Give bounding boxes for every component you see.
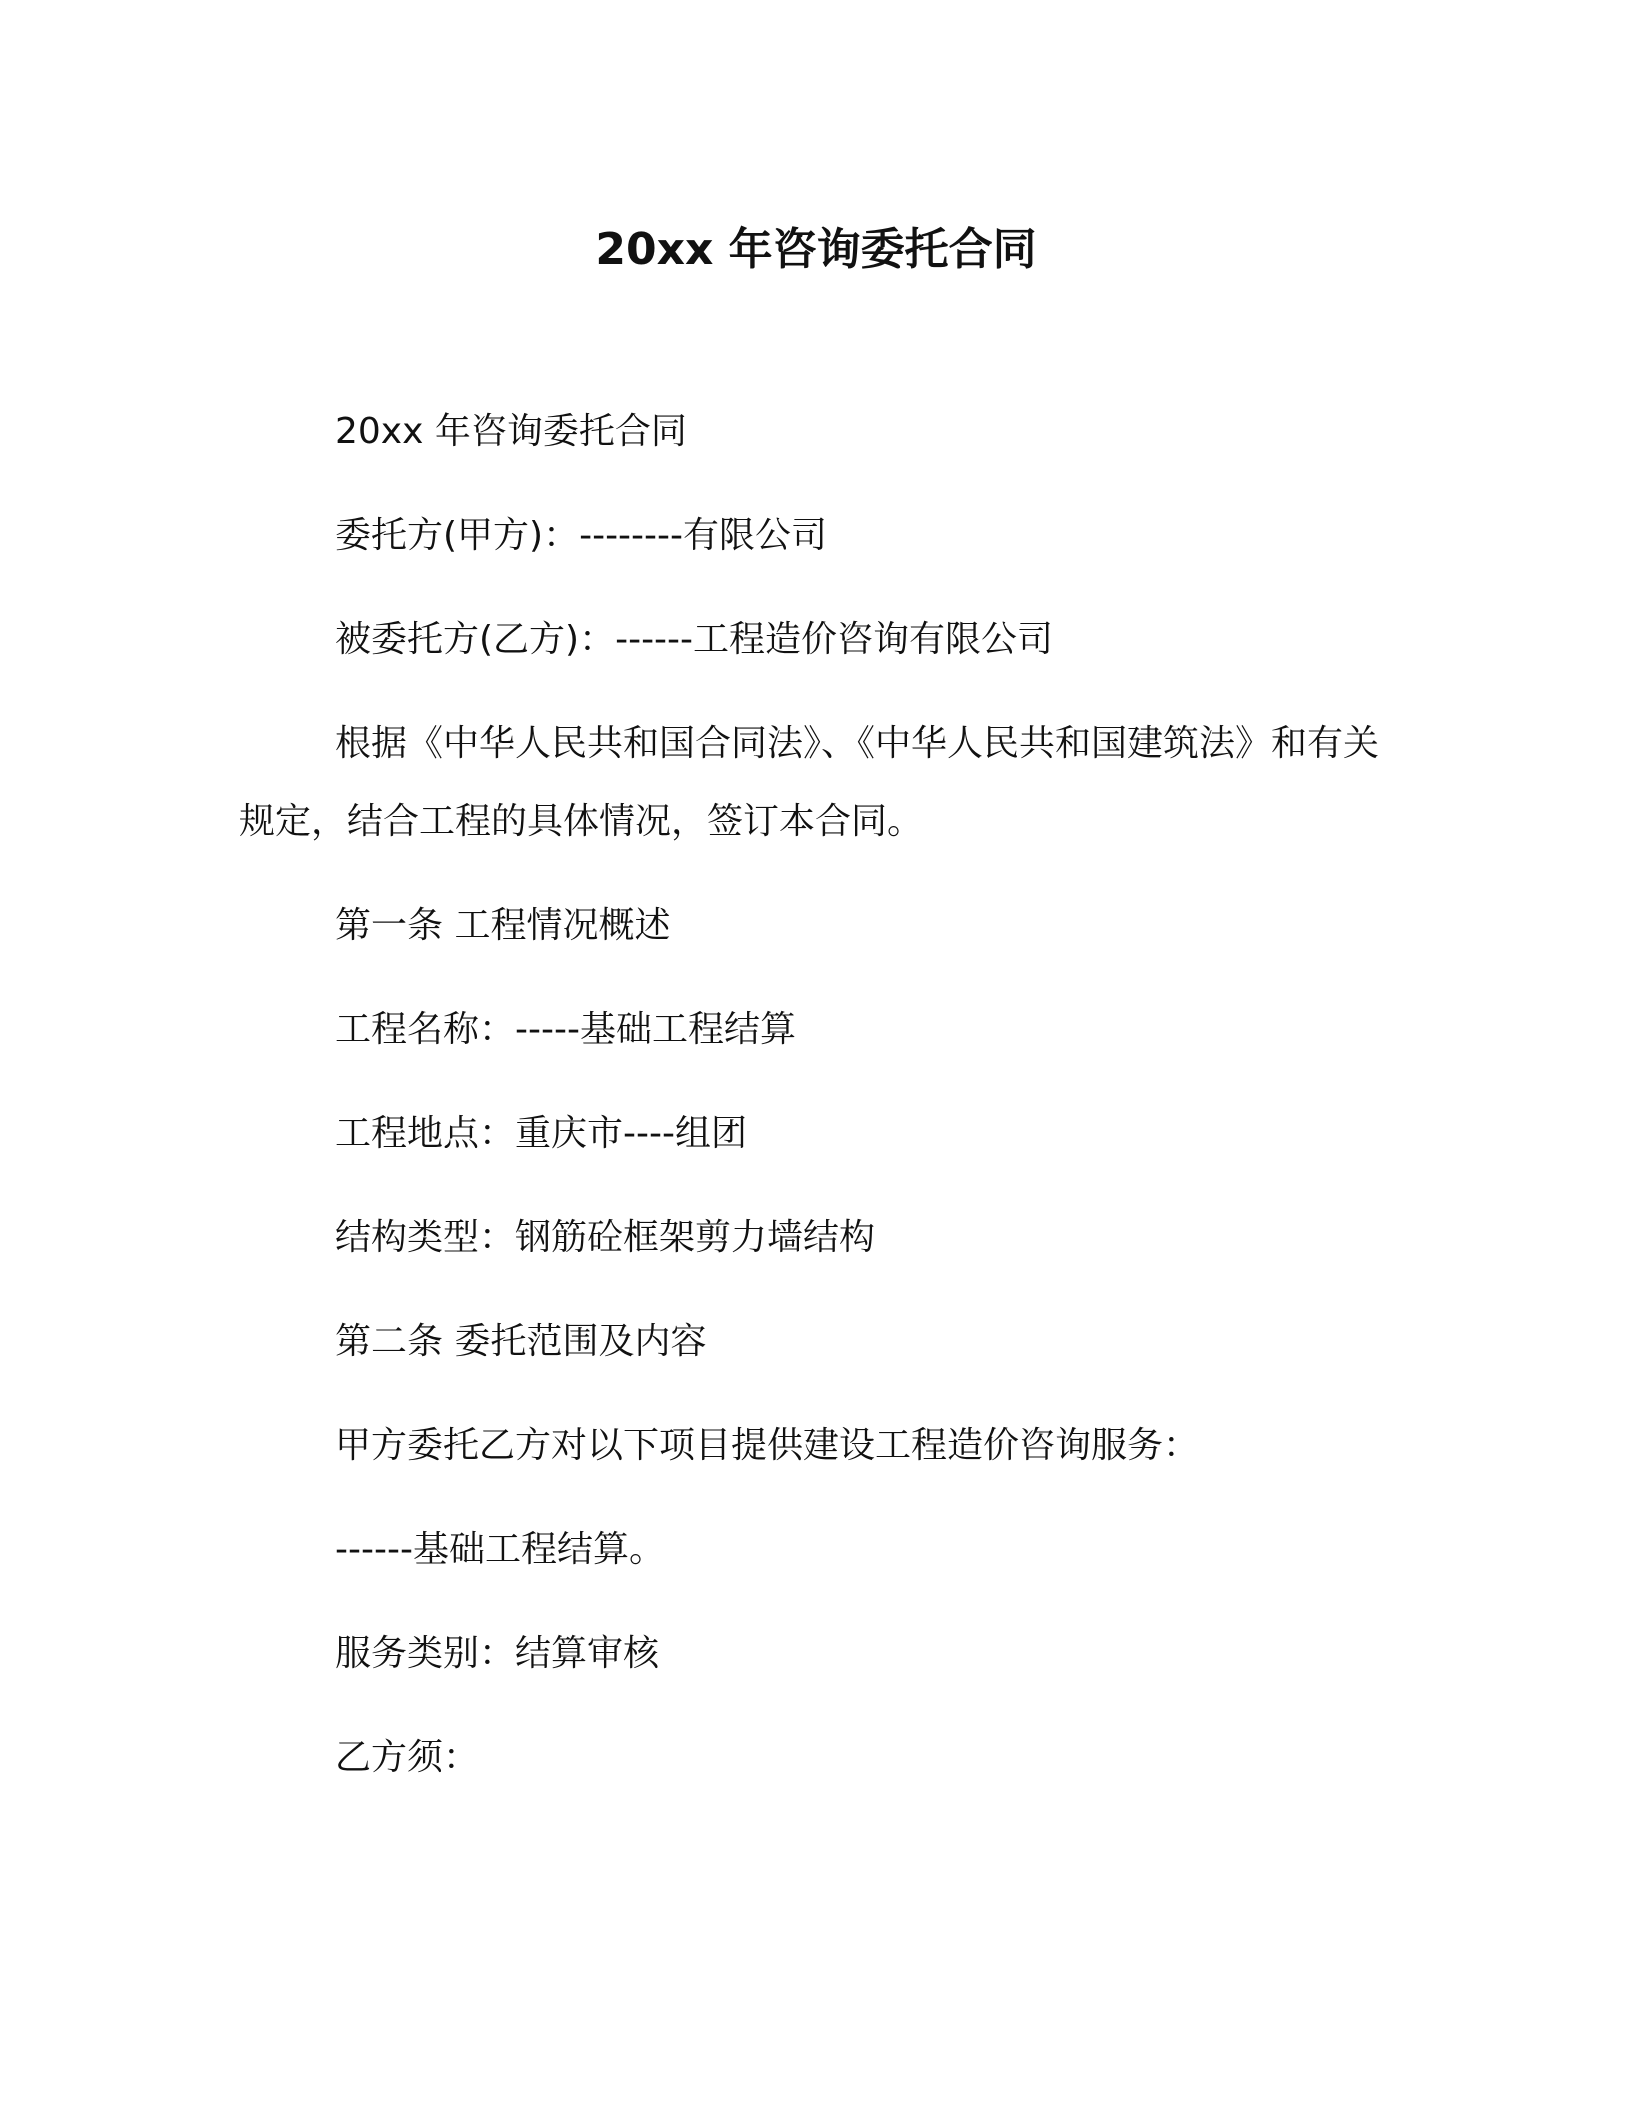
paragraph-party-b-obligations: 乙方须：	[335, 1737, 480, 1778]
paragraph-service-scope: 甲方委托乙方对以下项目提供建设工程造价咨询服务：	[335, 1425, 1200, 1466]
document-body	[239, 393, 1393, 1823]
paragraph-party-a: 委托方(甲方)：--------有限公司	[335, 515, 828, 556]
paragraph-project-name: 工程名称：-----基础工程结算	[335, 1009, 796, 1050]
paragraph-article-2-heading: 第二条 委托范围及内容	[335, 1321, 707, 1362]
paragraph-article-1-heading: 第一条 工程情况概述	[335, 905, 671, 946]
document-title: 20xx 年咨询委托合同	[595, 224, 1037, 275]
paragraph-service-category: 服务类别：结算审核	[335, 1633, 660, 1674]
paragraph-project-location: 工程地点：重庆市----组团	[335, 1113, 747, 1154]
paragraph-contract-name: 20xx 年咨询委托合同	[335, 411, 687, 452]
paragraph-party-b: 被委托方(乙方)：------工程造价咨询有限公司	[335, 619, 1054, 660]
paragraph-project-item: ------基础工程结算。	[335, 1529, 665, 1570]
paragraph-legal-basis: 根据《中华人民共和国合同法》、《中华人民共和国建筑法》和有关规定，结合工程的具体情况，签订本合同。	[239, 723, 1380, 842]
paragraph-structure-type: 结构类型：钢筋砼框架剪力墙结构	[335, 1217, 876, 1258]
